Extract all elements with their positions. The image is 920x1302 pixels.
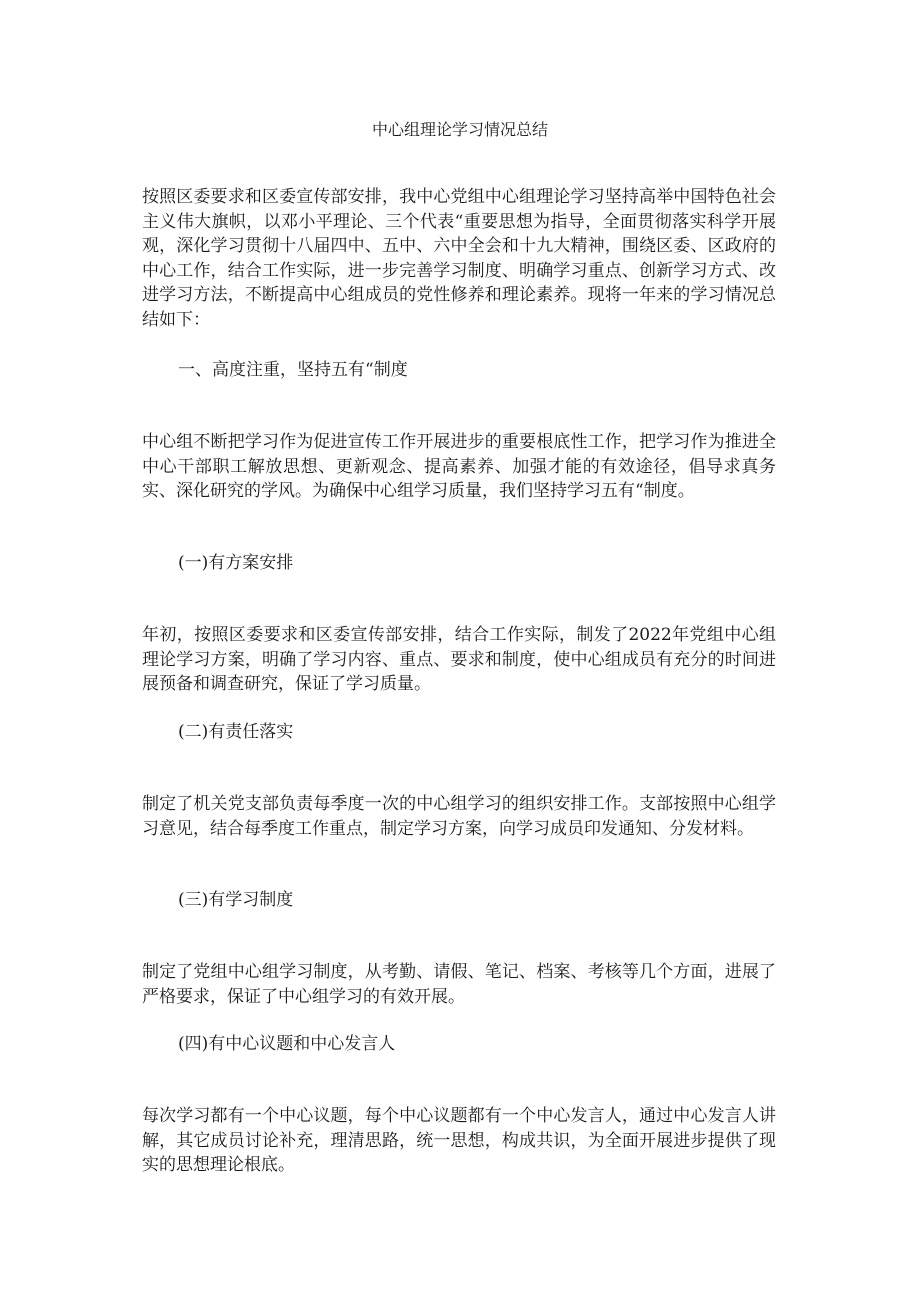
- subsection4-heading: (四)有中心议题和中心发言人: [178, 1034, 396, 1054]
- subsection4-paragraph: 每次学习都有一个中心议题，每个中心议题都有一个中心发言人，通过中心发言人讲解，其它成员讨论补充，理清思路，统一思想，构成共识，为全面开展进步提供了现实的思想理论根底。: [142, 1106, 776, 1176]
- subsection3-paragraph: 制定了党组中心组学习制度，从考勤、请假、笔记、档案、考核等几个方面，进展了严格要求，保证了中心组学习的有效开展。: [142, 962, 776, 1007]
- document-title: 中心组理论学习情况总结: [371, 120, 548, 139]
- subsection3-heading: (三)有学习制度: [178, 890, 294, 910]
- subsection2-heading: (二)有责任落实: [178, 722, 294, 742]
- section1-heading: 一、高度注重，坚持五有“制度: [178, 360, 408, 380]
- subsection1-heading: (一)有方案安排: [178, 553, 294, 573]
- intro-paragraph: 按照区委要求和区委宣传部安排，我中心党组中心组理论学习坚持高举中国特色社会主义伟大旗帜，以邓小平理论、三个代表“重要思想为指导，全面贯彻落实科学开展观，深化学习贯彻十八届四中、五中、六中全会和十九大精神，围绕区委、区政府的中心工作，结合工作实际，进一步完善学习制度、明确学习重点、创新学习方式、改进学习方法，不断提高中心组成员的党性修养和理论素养。现将一年来的学习情况总结如下：: [142, 187, 776, 330]
- subsection1-paragraph: 年初，按照区委要求和区委宣传部安排，结合工作实际，制发了2022年党组中心组理论学习方案，明确了学习内容、重点、要求和制度，使中心组成员有充分的时间进展预备和调查研究，保证了学习质量。: [142, 625, 776, 695]
- section1-paragraph: 中心组不断把学习作为促进宣传工作开展进步的重要根底性工作，把学习作为推进全中心干部职工解放思想、更新观念、提高素养、加强才能的有效途径，倡导求真务实、深化研究的学风。为确保中心组学习质量，我们坚持学习五有“制度。: [142, 432, 776, 502]
- subsection2-paragraph: 制定了机关党支部负责每季度一次的中心组学习的组织安排工作。支部按照中心组学习意见，结合每季度工作重点，制定学习方案，向学习成员印发通知、分发材料。: [142, 794, 776, 839]
